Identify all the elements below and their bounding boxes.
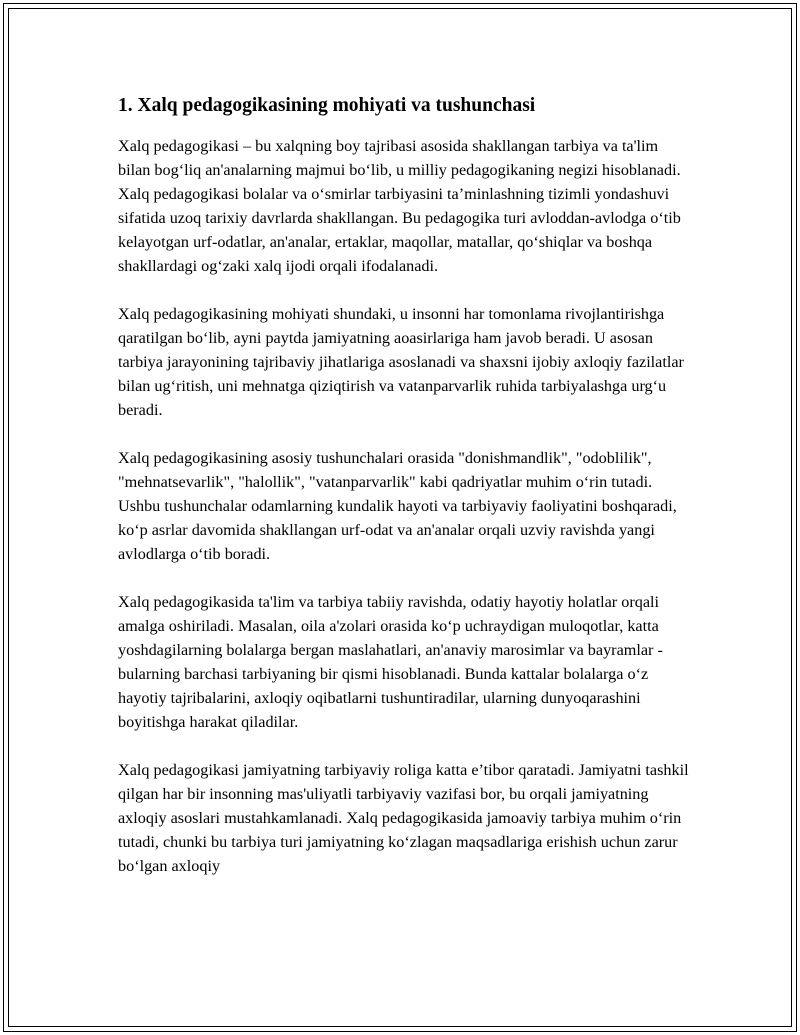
document-body [118, 92, 693, 902]
paragraph-3: Xalq pedagogikasining asosiy tushunchalari orasida "donishmandlik", "odoblilik", "mehnatsevarlik", "halollik", "vatanparvarlik" kabi qadriyatlar muhim o‘rin tutadi. Ushbu tushunchalar odamlarning kundalik hayoti va tarbiyaviy faoliyatini boshqaradi, ko‘p asrlar davomida shakllangan urf-odat va an'analar orqali uzviy ravishda yangi avlodlarga o‘tib boradi. [118, 449, 677, 563]
paragraph-4: Xalq pedagogikasida ta'lim va tarbiya tabiiy ravishda, odatiy hayotiy holatlar orqali amalga oshiriladi. Masalan, oila a'zolari orasida ko‘p uchraydigan muloqotlar, katta yoshdagilarning bolalarga bergan maslahatlari, an'anaviy marosimlar va bayramlar - bularning barchasi tarbiyaning bir qismi hisoblanadi. Bunda kattalar bolalarga o‘z hayotiy tajribalarini, axloqiy oqibatlarni tushuntiradilar, ularning dunyoqarashini boyitishga harakat qiladilar. [118, 593, 663, 731]
paragraph-1: Xalq pedagogikasi – bu xalqning boy tajribasi asosida shakllangan tarbiya va ta'lim bilan bog‘liq an'analarning majmui bo‘lib, u milliy pedagogikaning negizi hisoblanadi. Xalq pedagogikasi bolalar va o‘smirlar tarbiyasini ta’minlashning tizimli yondashuvi sifatida uzoq tarixiy davrlarda shakllangan. Bu pedagogika turi avloddan-avlodga o‘tib kelayotgan urf-odatlar, an'analar, ertaklar, maqollar, matallar, qo‘shiqlar va boshqa shakllardagi og‘zaki xalq ijodi orqali ifodalanadi. [118, 137, 681, 275]
section-heading: 1. Xalq pedagogikasining mohiyati va tushunchasi [118, 95, 536, 116]
paragraph-2: Xalq pedagogikasining mohiyati shundaki, u insonni har tomonlama rivojlantirishga qaratilgan bo‘lib, ayni paytda jamiyatning aoasirlariga ham javob beradi. U asosan tarbiya jarayonining tajribaviy jihatlariga asoslanadi va shaxsni ijobiy axloqiy fazilatlar bilan ug‘ritish, uni mehnatga qiziqtirish va vatanparvarlik ruhida tarbiyalashga urg‘u beradi. [118, 305, 684, 419]
paragraph-5: Xalq pedagogikasi jamiyatning tarbiyaviy roliga katta e’tibor qaratadi. Jamiyatni tashkil qilgan har bir insonning mas'uliyatli tarbiyaviy vazifasi bor, bu orqali jamiyatning axloqiy asoslari mustahkamlanadi. Xalq pedagogikasida jamoaviy tarbiya muhim o‘rin tutadi, chunki bu tarbiya turi jamiyatning ko‘zlagan maqsadlariga erishish uchun zarur bo‘lgan axloqiy [118, 761, 689, 875]
